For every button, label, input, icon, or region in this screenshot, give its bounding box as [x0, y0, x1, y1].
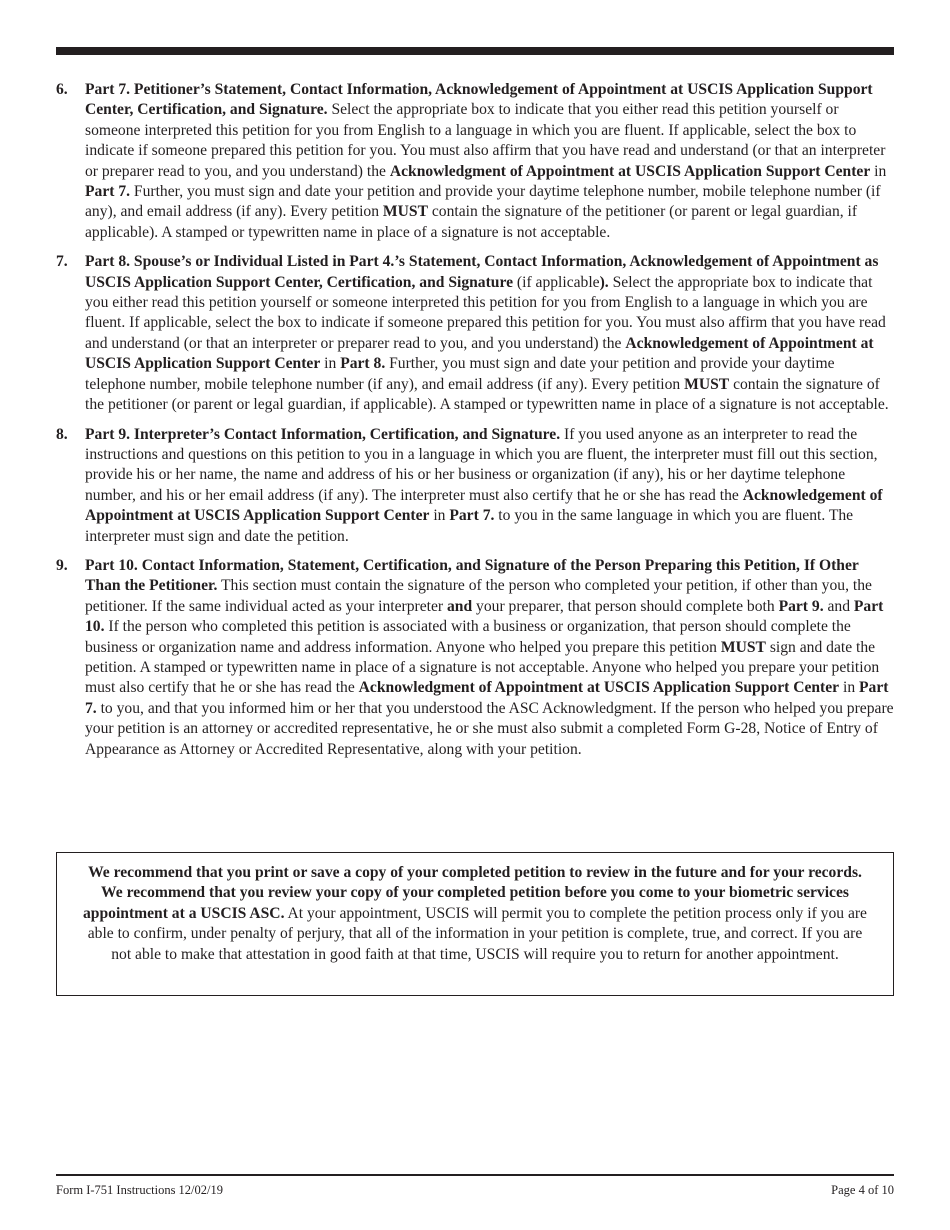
text-segment: Select the appropriate box to indicate that you either read this petition yourself or someone interpreted this petition for you from English to a language in which you are fluent. If applicable, select the box to indicate if someone prepared this petition for you. You must also affirm that you have read and understand (or that an interpreter or preparer read to you, and you understand) the [85, 273, 886, 352]
bold-text-segment: Part 7. Petitioner’s Statement, Contact Information, Acknowledgement of Appointment at USCIS Application Support Center, Certification, and Signature. [85, 81, 873, 119]
bold-text-segment: Acknowledgment of Appointment at USCIS Application Support Center [358, 679, 840, 697]
text-segment: Select the appropriate box to indicate that you either read this petition yourself or someone interpreted this petition for you from English to a language in which you are fluent. If applicable, select the box to indicate if someone prepared this petition for you. You must also affirm that you have read and understand (or that an interpreter or preparer read to you, and you understand) the [85, 101, 886, 180]
text-segment: contain the signature of the petitioner (or parent or legal guardian, if applicable). A stamped or typewritten name in place of a signature is not acceptable. [85, 375, 889, 414]
text-segment: (if applicable [513, 273, 600, 291]
bold-text-segment: Acknowledgement of Appointment at USCIS Application Support Center [85, 486, 883, 525]
item-text [85, 425, 894, 547]
instruction-list [56, 80, 894, 769]
text-segment: to you, and that you informed him or her that you understood the ASC Acknowledgment. If the person who helped you prepare your petition is an attorney or accredited representative, he or she must also submit a completed Form G-28, Notice of Entry of Appearance as Attorney or Accredited Representative, along with your petition. [85, 699, 894, 758]
notice-bold-text: We recommend that you print or save a copy of your completed petition to review in the future and for your records. We recommend that you review your copy of your completed petition before you come to your biometric services appointment at a USCIS ASC. [83, 864, 862, 922]
bold-text-segment: Part 10. Contact Information, Statement, Certification, and Signature of the Person Preparing this Petition, If Other Than the Petitioner. [85, 556, 859, 595]
bold-text-segment: MUST [720, 638, 766, 656]
text-segment: your preparer, that person should complete both [472, 597, 779, 615]
form-identifier: Form I-751 Instructions 12/02/19 [56, 1183, 224, 1197]
bold-text-segment: MUST [684, 375, 730, 393]
text-segment: and [823, 597, 854, 615]
text-segment: to you in the same language in which you are fluent. The interpreter must sign and date the petition. [85, 507, 854, 545]
item-number: 8. [56, 425, 68, 443]
item-text [85, 80, 894, 243]
bold-text-segment: Acknowledgement of Appointment at USCIS Application Support Center [85, 334, 874, 373]
text-segment: contain the signature of the petitioner (or parent or legal guardian, if applicable). A stamped or typewritten name in place of a signature is not acceptable. [85, 203, 858, 241]
list-item [56, 252, 894, 415]
text-segment: in [320, 355, 341, 373]
item-text [85, 252, 894, 415]
text-segment: If the person who completed this petition is associated with a business or organization, that person should complete the business or organization name and address information. Anyone who helped you prepare this petition [85, 618, 851, 656]
text-segment: in [870, 162, 887, 180]
bold-text-segment: Part 9. [778, 597, 824, 615]
bold-text-segment: Part 9. Interpreter’s Contact Information, Certification, and Signature. [85, 425, 561, 443]
bold-text-segment: ). [599, 273, 609, 291]
text-segment: in [429, 507, 450, 525]
bold-text-segment: and [447, 597, 473, 615]
bold-text-segment: MUST [382, 203, 428, 221]
item-number: 6. [56, 81, 68, 98]
bold-text-segment: Acknowledgment of Appointment at USCIS Application Support Center [389, 162, 871, 180]
page-number: Page 4 of 10 [831, 1183, 894, 1197]
bold-text-segment: Part 7. [449, 507, 495, 525]
text-segment: If you used anyone as an interpreter to read the instructions and questions on this petition to you in a language in which you are fluent, the interpreter must fill out this section, provide his or her name, the name and address of his or her business or organization (if any), his or her daytime telephone number, and his or her email address (if any). The interpreter must also certify that he or she has read the [85, 425, 878, 504]
item-text [85, 556, 894, 760]
text-segment: This section must contain the signature of the person who completed your petition, if other than you, the petitioner. If the same individual acted as your interpreter [85, 577, 872, 615]
bottom-rule [56, 1174, 894, 1176]
top-rule [56, 47, 894, 55]
bold-text-segment: Part 8. Spouse’s or Individual Listed in Part 4.’s Statement, Contact Information, Acknowledgement of Appointment as USCIS Application Support Center, Certification, and Signature [85, 253, 879, 291]
list-item [56, 425, 894, 547]
bold-text-segment: Part 10. [85, 597, 884, 636]
recommendation-notice-box [56, 852, 894, 996]
text-segment: Further, you must sign and date your petition and provide your daytime telephone number, mobile telephone number (if any), and email address (if any). Every petition [85, 355, 835, 393]
text-segment: in [839, 679, 860, 697]
item-number: 9. [56, 556, 68, 574]
bold-text-segment: Part 7. [85, 679, 889, 717]
text-segment: Further, you must sign and date your petition and provide your daytime telephone number, mobile telephone number (if any), and email address (if any). Every petition [85, 183, 881, 221]
text-segment: sign and date the petition. A stamped or typewritten name in place of a signature is not acceptable. Anyone who helped you prepare your petition must also certify that he or she has read the [85, 638, 880, 697]
bold-text-segment: Part 8. [340, 355, 386, 373]
notice-text: At your appointment, USCIS will permit you to complete the petition process only if you are able to confirm, under penalty of perjury, that all of the information in your petition is complete, true, and correct. If you are not able to make that attestation in good faith at that time, USCIS will require you to return for another appointment. [87, 904, 867, 963]
bold-text-segment: Part 7. [85, 183, 131, 201]
item-number: 7. [56, 253, 68, 271]
list-item [56, 80, 894, 243]
list-item [56, 556, 894, 760]
